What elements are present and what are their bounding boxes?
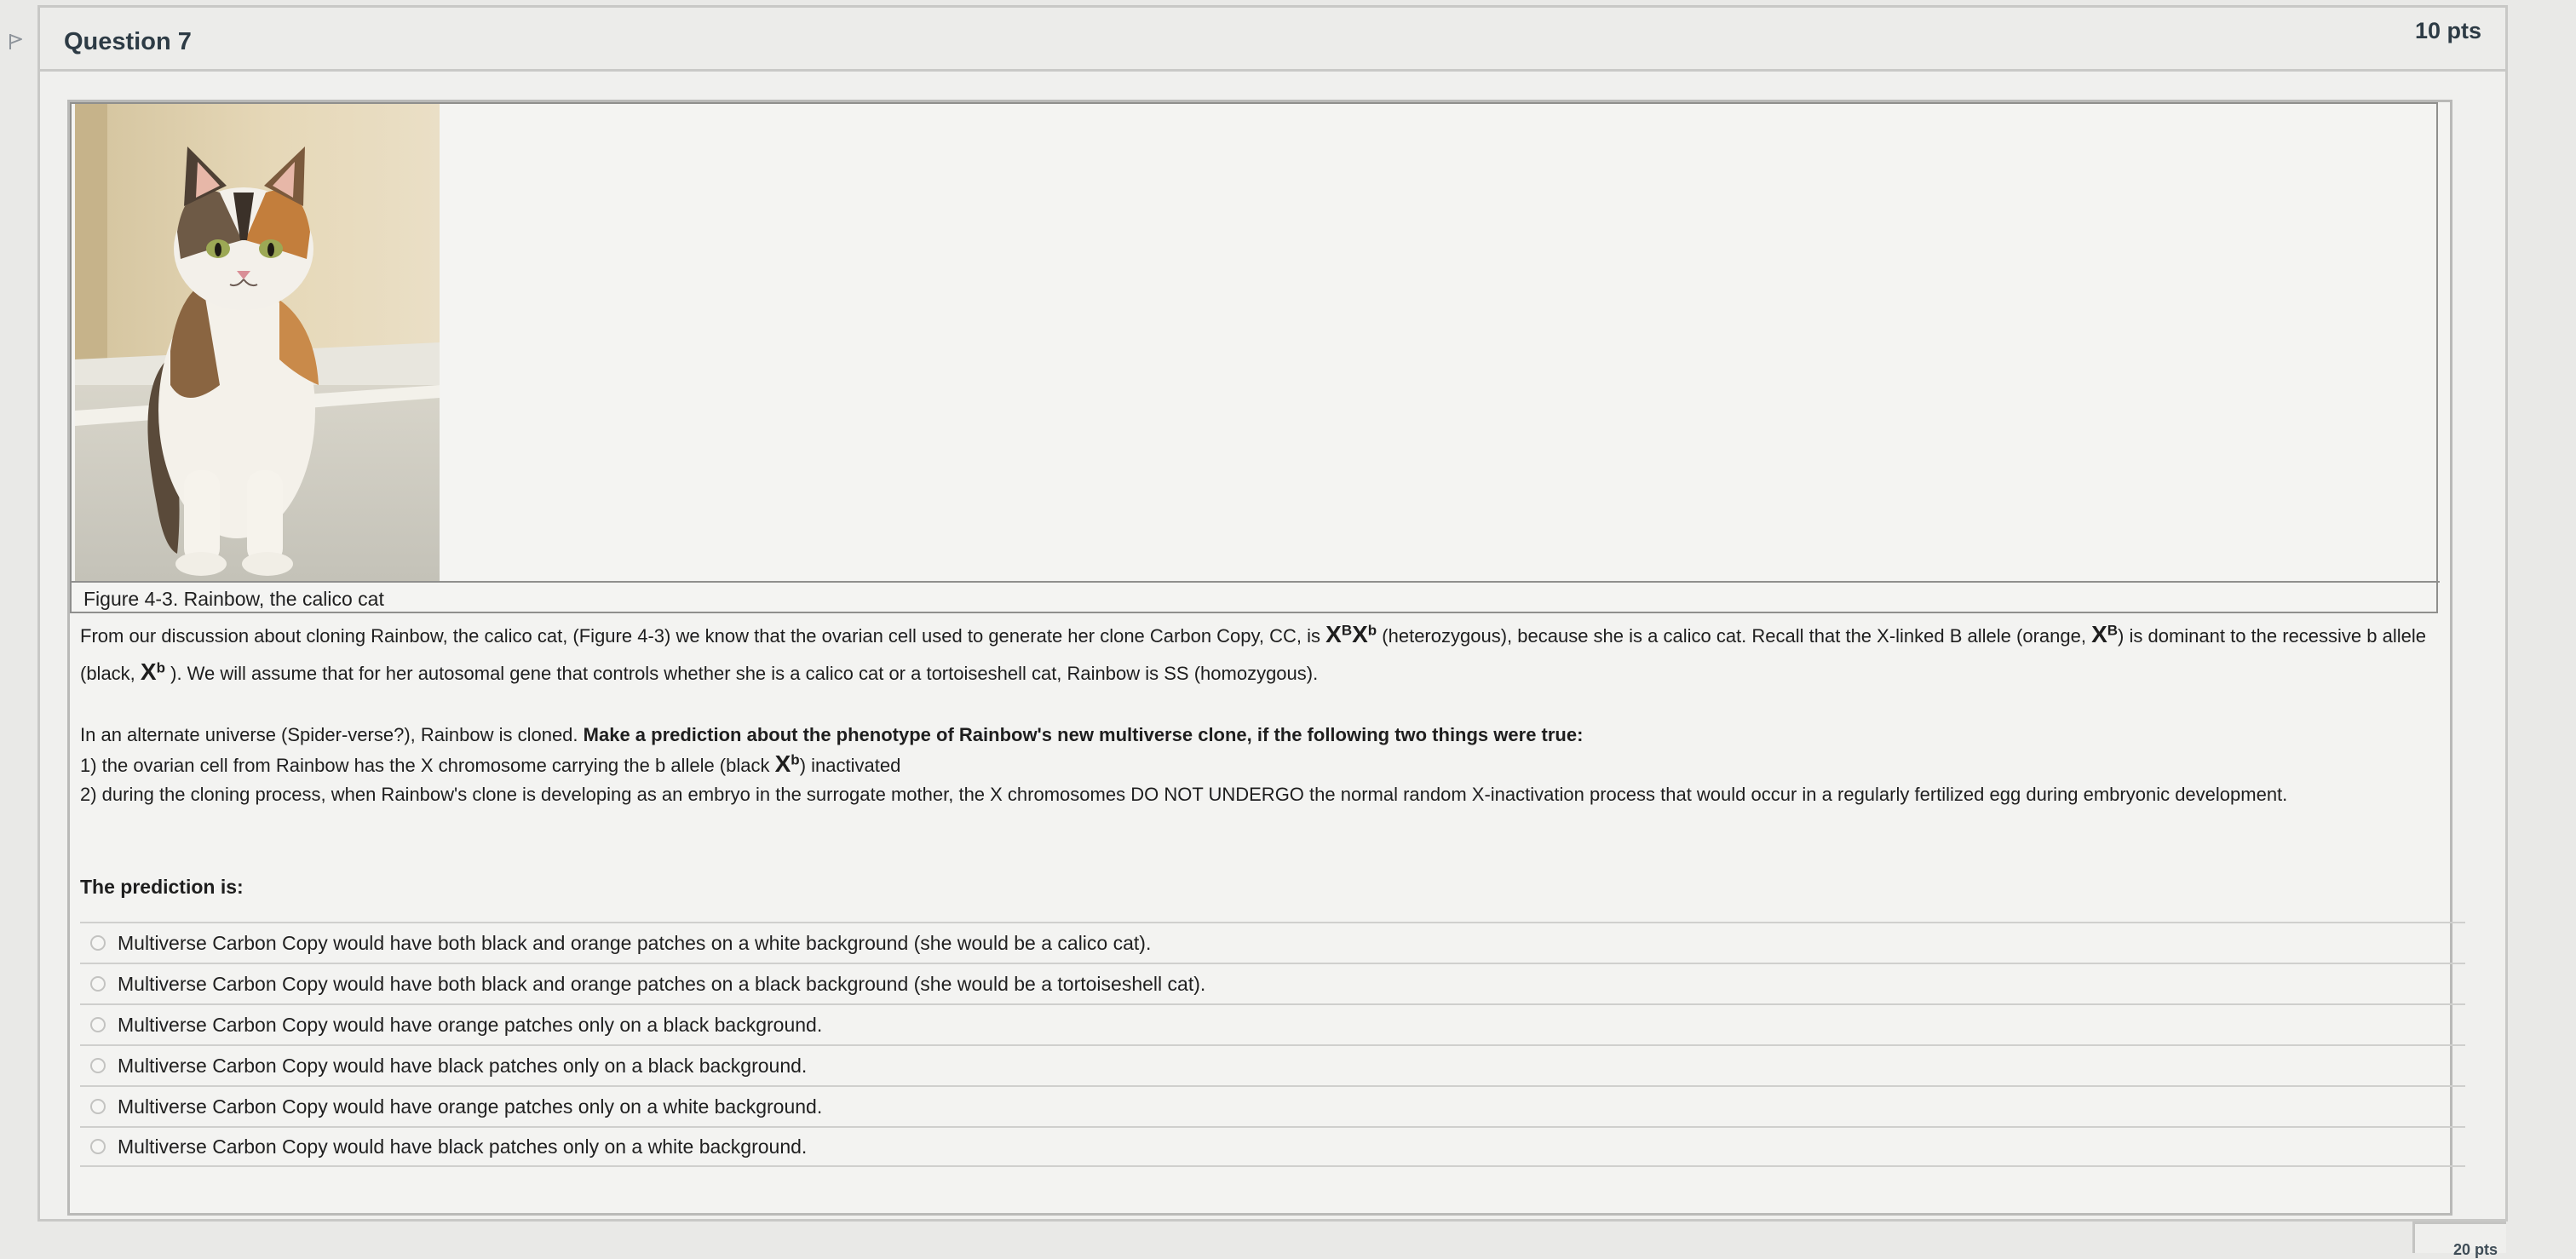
genotype-sup2: b xyxy=(1367,622,1377,639)
p1-text-4: ). We will assume that for her autosomal gene that controls whether she is a calico cat or a tortoiseshell cat, Rainbow is SS (homozygous). xyxy=(165,663,1319,684)
answer-label: Multiverse Carbon Copy would have orange patches only on a white background. xyxy=(118,1095,823,1118)
answer-option-6[interactable] xyxy=(80,1126,2465,1167)
orange-allele-sup: B xyxy=(2107,622,2119,639)
radio-button[interactable] xyxy=(90,1099,106,1114)
answer-option-2[interactable] xyxy=(80,963,2465,1003)
item1-text-1: 1) the ovarian cell from Rainbow has the X chromosome carrying the b allele (black xyxy=(80,755,775,776)
answer-option-4[interactable] xyxy=(80,1044,2465,1085)
scenario-item-2: 2) during the cloning process, when Rainbow's clone is developing as an embryo in the surrogate mother, the X chromosomes DO NOT UNDERGO the normal random X-inactivation process that would occur in a regularly fertilized egg during embryonic development. xyxy=(80,784,2288,805)
flag-question-button[interactable] xyxy=(3,27,29,56)
background-paragraph xyxy=(80,617,2448,692)
answer-label: Multiverse Carbon Copy would have both black and orange patches on a black background (she would be a tortoiseshell cat). xyxy=(118,972,1206,995)
figure-caption: Figure 4-3. Rainbow, the calico cat xyxy=(83,588,384,610)
question-body xyxy=(67,100,2452,1216)
answer-option-5[interactable] xyxy=(80,1085,2465,1126)
radio-button[interactable] xyxy=(90,935,106,951)
scenario-intro-normal: In an alternate universe (Spider-verse?), Rainbow is cloned. xyxy=(80,724,584,745)
black-allele-sup: b xyxy=(156,659,165,676)
radio-button[interactable] xyxy=(90,1017,106,1032)
answer-option-3[interactable] xyxy=(80,1003,2465,1044)
question-card xyxy=(37,5,2508,1222)
p1-text-3: ) is dominant to the recessive b allele (black, xyxy=(80,625,2426,684)
answer-label: Multiverse Carbon Copy would have both black and orange patches on a white background (she would be a calico cat). xyxy=(118,931,1152,954)
next-question-card xyxy=(2412,1222,2506,1258)
question-points: 10 pts xyxy=(2414,18,2481,43)
answer-choices xyxy=(80,922,2465,1167)
p1-text-1: From our discussion about cloning Rainbow, the calico cat, (Figure 4-3) we know that the ovarian cell used to generate her clone Carbon Copy, CC, is xyxy=(80,625,1326,647)
genotype-x2: X xyxy=(1352,621,1368,647)
prediction-label: The prediction is: xyxy=(80,876,244,898)
radio-button[interactable] xyxy=(90,1058,106,1073)
calico-cat-photo xyxy=(75,104,440,581)
black-allele-x: X xyxy=(140,658,157,685)
genotype-sup1: B xyxy=(1341,622,1353,639)
genotype-x1: X xyxy=(1325,621,1342,647)
radio-button[interactable] xyxy=(90,1139,106,1154)
answer-label: Multiverse Carbon Copy would have black patches only on a black background. xyxy=(118,1054,808,1077)
answer-label: Multiverse Carbon Copy would have black patches only on a white background. xyxy=(118,1135,808,1158)
item1-sup: b xyxy=(791,751,800,768)
question-header xyxy=(40,8,2505,72)
radio-button[interactable] xyxy=(90,976,106,992)
figure-frame xyxy=(70,102,2438,613)
item1-text-2: ) inactivated xyxy=(799,755,901,776)
figure-caption-box xyxy=(72,581,2440,615)
answer-option-1[interactable] xyxy=(80,922,2465,963)
question-title: Question 7 xyxy=(64,28,192,55)
scenario-intro-bold: Make a prediction about the phenotype of Rainbow's new multiverse clone, if the following two things were true: xyxy=(583,724,1584,745)
next-question-points: 20 pts xyxy=(2452,1241,2498,1258)
p1-text-2: (heterozygous), because she is a calico cat. Recall that the X-linked B allele (orange, xyxy=(1377,625,2092,647)
answer-label: Multiverse Carbon Copy would have orange patches only on a black background. xyxy=(118,1013,823,1036)
orange-allele-x: X xyxy=(2091,621,2107,647)
scenario-paragraph xyxy=(80,717,2448,811)
flag-icon xyxy=(8,32,25,51)
item1-x: X xyxy=(774,750,791,777)
